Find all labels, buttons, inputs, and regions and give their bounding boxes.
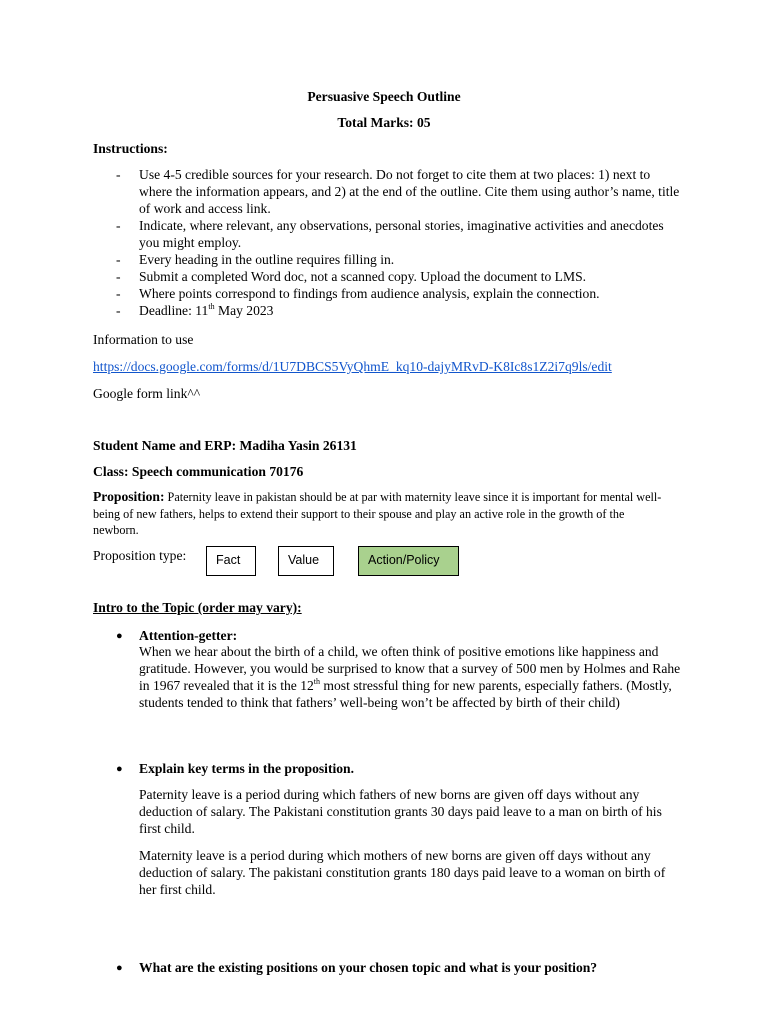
instruction-item: - Every heading in the outline requires filling in. — [116, 252, 395, 267]
instruction-item: - Use 4-5 credible sources for your research. Do not forget to cite them at two places: 1) next to where the information appears, and 2) at the end of the outline. Cite them using author’s name, title of work and access link. — [116, 167, 680, 216]
bullet-icon: ● — [116, 630, 123, 642]
key-terms-heading: Explain key terms in the proposition. — [139, 761, 355, 776]
student-name-erp: Student Name and ERP: Madiha Yasin 26131 — [93, 438, 357, 453]
google-form-link[interactable]: https://docs.google.com/forms/d/1U7DBCS5VyQhmE_kq10-dajyMRvD-K8Ic8s1Z2i7q9ls/edit — [93, 359, 612, 374]
proposition-label: Proposition: — [93, 489, 165, 504]
instructions-list — [116, 166, 686, 319]
instruction-item: - Submit a completed Word doc, not a scanned copy. Upload the document to LMS. — [116, 269, 587, 284]
proposition-type-label: Proposition type: — [93, 548, 187, 563]
intro-heading: Intro to the Topic (order may vary): — [93, 600, 302, 615]
document-title: Persuasive Speech Outline — [307, 89, 461, 104]
attention-getter-heading: Attention-getter: — [139, 628, 238, 643]
information-label: Information to use — [93, 332, 194, 347]
instructions-heading: Instructions: — [93, 141, 168, 156]
proposition-text: Paternity leave in pakistan should be at par with maternity leave since it is important for mental well-being of new fathers, helps to extend their support to their spouse and play an active role in the growth of the newborn. — [93, 490, 662, 537]
proposition-type-action-policy[interactable]: Action/Policy — [358, 546, 459, 576]
proposition-type-value[interactable]: Value — [278, 546, 334, 576]
maternity-leave-definition: Maternity leave is a period during which mothers of new borns are given off days without any deduction of salary. The pakistani constitution grants 180 days paid leave to a woman on birth of her first child. — [139, 848, 666, 897]
paternity-leave-definition: Paternity leave is a period during which fathers of new borns are given off days without any deduction of salary. The Pakistani constitution grants 30 days paid leave to a man on birth of his first child. — [139, 787, 662, 836]
proposition-type-fact[interactable]: Fact — [206, 546, 256, 576]
proposition — [93, 489, 673, 539]
attention-getter-text: When we hear about the birth of a child, we often think of positive emotions like happiness and gratitude. However, you would be surprised to know that a survey of 500 men by Holmes and Rahe in 1967 revealed that it is the 12th most stressful thing for new parents, especially fathers. (Mostly, students tended to think that fathers’ well-being won’t be affected by birth of their child) — [139, 644, 681, 710]
instruction-item: - Indicate, where relevant, any observations, personal stories, imaginative activities and anecdotes you might employ. — [116, 218, 664, 250]
class-line: Class: Speech communication 70176 — [93, 464, 304, 479]
bullet-icon: ● — [116, 763, 123, 775]
total-marks: Total Marks: 05 — [337, 115, 431, 130]
deadline-item: - Deadline: 11th May 2023 — [116, 302, 274, 318]
bullet-icon: ● — [116, 962, 123, 974]
instruction-item: - Where points correspond to findings from audience analysis, explain the connection. — [116, 286, 600, 301]
positions-heading: What are the existing positions on your chosen topic and what is your position? — [139, 960, 598, 975]
form-link-caption: Google form link^^ — [93, 386, 201, 401]
